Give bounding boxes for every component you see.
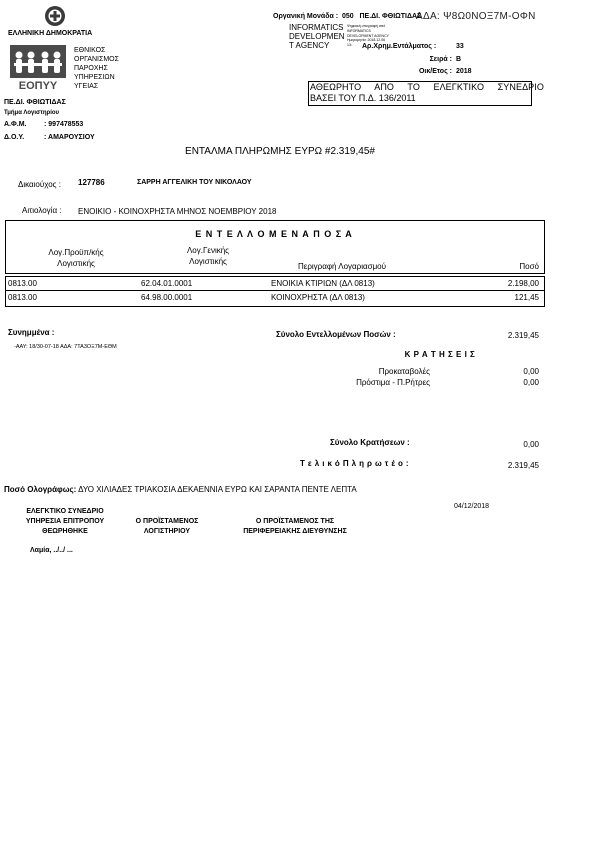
final-payable-value: 2.319,45 xyxy=(507,461,539,470)
row-budget: 0813.00 xyxy=(8,279,37,288)
deduction-value: 0,00 xyxy=(523,367,539,376)
place-date: Λαμία, ../../ ... xyxy=(30,547,73,554)
row-divider xyxy=(5,290,544,291)
document-date: 04/12/2018 xyxy=(454,503,490,510)
year-label: Οικ/Ετος : xyxy=(418,68,452,75)
row-desc: ΕΝΟΙΚΙΑ ΚΤΙΡΙΩΝ (ΔΛ 0813) xyxy=(271,279,375,288)
deduction-label: Προκαταβολές xyxy=(378,367,430,376)
greek-emblem-icon xyxy=(44,4,66,28)
afm-value: : 997478553 xyxy=(44,121,84,128)
amounts-heading: Ε Ν Τ Ε Λ Λ Ο Μ Ε Ν Α Π Ο Σ Α xyxy=(195,229,353,239)
signature-regional: Ο ΠΡΟΪΣΤΑΜΕΝΟΣ ΤΗΣ ΠΕΡΙΦΕΡΕΙΑΚΗΣ ΔΙΕΥΘΥΝΣΗΣ xyxy=(243,518,347,535)
row-budget: 0813.00 xyxy=(8,293,37,302)
attachments-text: -ΑΑΥ: 18/30-07-18 ΑΔΑ: 7ΤΑ3ΟΞ7Μ-ΕΘΜ xyxy=(14,344,117,350)
country-name: ΕΛΛΗΝΙΚΗ ΔΗΜΟΚΡΑΤΙΑ xyxy=(8,30,93,37)
logo-text: ΕΟΠΥΥ xyxy=(18,80,58,91)
ada-stamp: ΑΔΑ: Ψ8Ω0ΝΟΞ7Μ-ΟΦΝ xyxy=(416,11,536,22)
deductions-heading: Κ Ρ Α Τ Η Σ Ε Ι Σ xyxy=(404,350,476,359)
deductions-total-value: 0,00 xyxy=(523,440,539,449)
series-label: Σειρά : xyxy=(429,56,452,63)
page-title: ΕΝΤΑΛΜΑ ΠΛΗΡΩΜΗΣ ΕΥΡΩ #2.319,45# xyxy=(185,146,375,157)
col-amount-header: Ποσό xyxy=(519,262,539,271)
deduction-label: Πρόστιμα - Π.Ρήτρες xyxy=(356,378,430,387)
doy-value: : ΑΜΑΡΟΥΣΙΟΥ xyxy=(44,134,95,141)
row-desc: ΚΟΙΝΟΧΡΗΣΤΑ (ΔΛ 0813) xyxy=(271,293,365,302)
col-general-header: Λογ.Γενικής Λογιστικής xyxy=(186,246,230,266)
signature-accounting: Ο ΠΡΟΪΣΤΑΜΕΝΟΣ ΛΟΓΙΣΤΗΡΙΟΥ xyxy=(135,518,199,535)
row-amount: 2.198,00 xyxy=(507,279,539,288)
protocol-label: Αρ.Χρημ.Εντάλματος : xyxy=(362,43,437,50)
eopyy-logo xyxy=(10,45,66,91)
justification-text: ΕΝΟΙΚΙΟ - ΚΟΙΝΟΧΡΗΣΤΑ ΜΗΝΟΣ ΝΟΕΜΒΡΙΟΥ 2018 xyxy=(78,207,277,216)
beneficiary-label: Δικαιούχος : xyxy=(18,180,61,189)
deduction-value: 0,00 xyxy=(523,378,539,387)
org-name: ΕΘΝΙΚΟΣ ΟΡΓΑΝΙΣΜΟΣ ΠΑΡΟΧΗΣ ΥΠΗΡΕΣΙΩΝ ΥΓΕΙΑΣ xyxy=(74,47,119,90)
protocol-value: 33 xyxy=(456,43,464,50)
audit-notice-line1: ΑΘΕΩΡΗΤΟ ΑΠΟ ΤΟ ΕΛΕΓΚΤΙΚΟ ΣΥΝΕΔΡΙΟ xyxy=(310,82,544,92)
beneficiary-name: ΣΑΡΡΗ ΑΓΓΕΛΙΚΗ ΤΟΥ ΝΙΚΟΛΑΟΥ xyxy=(137,179,252,186)
digital-signature-note: Ψηφιακή υπογραφή από INFORMATICS DEVELOPMENT AGENCY Ημερομηνία: 2018.12.06 13: xyxy=(347,24,389,48)
doy-label: Δ.Ο.Υ. xyxy=(4,134,25,141)
justification-label: Αιτιολογία : xyxy=(22,206,62,215)
audit-notice-line2: ΒΑΣΕΙ ΤΟΥ Π.Δ. 136/2011 xyxy=(310,93,416,103)
afm-label: Α.Φ.Μ. xyxy=(4,121,27,128)
row-amount: 121,45 xyxy=(514,293,539,302)
dept-name: Τμήμα Λογιστηρίου xyxy=(4,110,60,116)
col-desc-header: Περιγραφή Λογαριασμού xyxy=(298,262,387,271)
row-general: 64.98.00.0001 xyxy=(141,293,193,302)
series-value: Β xyxy=(456,56,462,63)
org-unit: Οργανική Μονάδα : 050 ΠΕ.ΔΙ. ΦΘΙΩΤΙΔΑΣ xyxy=(273,13,422,20)
ordered-total-label: Σύνολο Εντελλομένων Ποσών : xyxy=(276,330,396,339)
row-general: 62.04.01.0001 xyxy=(141,279,193,288)
beneficiary-code: 127786 xyxy=(78,178,105,187)
amount-in-words: Ποσό Ολογράφως: ΔΥΟ ΧΙΛΙΑΔΕΣ ΤΡΙΑΚΟΣΙΑ ΔΕΚΑΕΝΝΙΑ ΕΥΡΩ ΚΑΙ ΣΑΡΑΝΤΑ ΠΕΝΤΕ ΛΕΠΤΑ xyxy=(4,485,357,494)
final-payable-label: Τ ε λ ι κ ό Π λ η ρ ω τ έ ο : xyxy=(300,459,409,468)
ordered-total-value: 2.319,45 xyxy=(507,331,539,340)
deductions-total-label: Σύνολο Κρατήσεων : xyxy=(330,438,410,447)
year-value: 2018 xyxy=(456,68,472,75)
signature-court: ΕΛΕΓΚΤΙΚΟ ΣΥΝΕΔΡΙΟ ΥΠΗΡΕΣΙΑ ΕΠΙΤΡΟΠΟΥ ΘΕΩΡΗΘΗΚΕ xyxy=(25,508,105,535)
attachments-label: Συνημμένα : xyxy=(8,328,55,337)
unit-name: ΠΕ.ΔΙ. ΦΘΙΩΤΙΔΑΣ xyxy=(4,99,66,106)
signer-agency: INFORMATICS DEVELOPMEN T AGENCY xyxy=(289,23,345,50)
col-budget-header: Λογ.Προϋπ/κής Λογιστικής xyxy=(48,248,104,268)
